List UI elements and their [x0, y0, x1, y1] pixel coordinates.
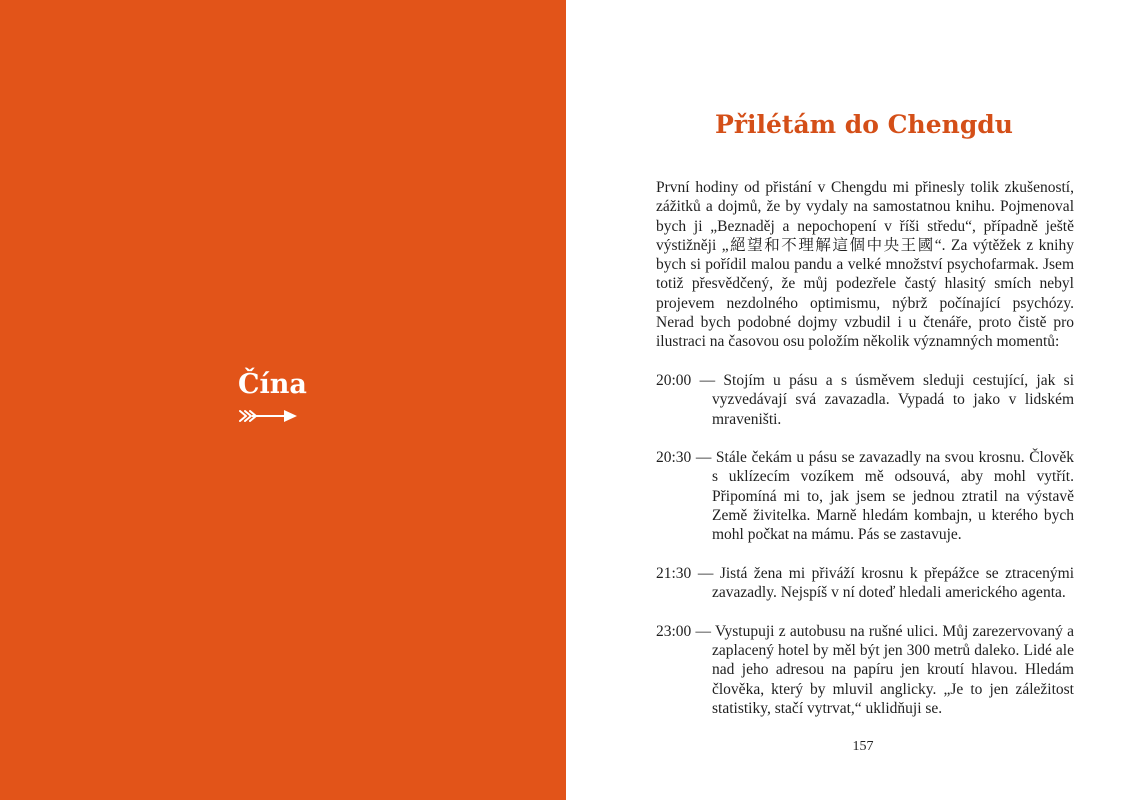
timeline-time: 21:30 — — [656, 564, 714, 582]
timeline-entry — [656, 564, 1074, 603]
chapter-title: Přilétám do Chengdu — [715, 109, 1013, 139]
page-number: 157 — [852, 739, 874, 754]
timeline-text: Jistá žena mi přiváží krosnu k přepážce se ztracenými zavazadly. Nejspíš v ní doteď hledali amerického agenta. — [712, 564, 1075, 602]
timeline-entry — [656, 622, 1074, 718]
section-title: Čína — [238, 369, 307, 400]
timeline-text: Stojím u pásu a s úsměvem sleduji cestující, jak si vyzvedávají svá zavazadla. Vypadá to jako v lidském mraveništi. — [712, 372, 1075, 428]
intro-paragraph: První hodiny od přistání v Chengdu mi přinesly tolik zkušeností, zážitků a dojmů, že by vydaly na samostatnou knihu. Pojmenoval bych ji „Beznaděj a nepochopení v říši středu“, případně ještě výstižněji „絕望和不理解這個中央王國“. Za výtěžek z knihy bych si pořídil malou pandu a velké množství psychofarmak. Jsem totiž přesvědčený, že můj podezřele častý hlasitý smích nebyl projevem nezdolného optimismu, nýbrž počínající psychózy. Nerad bych podobné dojmy vzbudil i u čtenáře, proto čistě pro ilustraci na časovou osu položím několik významných momentů: — [656, 179, 1074, 351]
right-page — [566, 0, 1132, 800]
timeline — [656, 371, 1074, 738]
timeline-entry — [656, 448, 1074, 544]
timeline-time: 23:00 — — [656, 622, 712, 640]
timeline-text: Stále čekám u pásu se zavazadly na svou krosnu. Člověk s uklízecím vozíkem mě odsouvá, aby mohl vytřít. Připomíná mi to, jak jsem se jednou ztratil na výstavě Země živitelka. Marně hledám kombajn, u kterého bych mohl počkat na mámu. Pás se zastavuje. — [712, 449, 1074, 544]
timeline-text: Vystupuji z autobusu na rušné ulici. Můj zarezervovaný a zaplacený hotel by měl být jen 300 metrů daleko. Lidé ale nad jeho adresou na papíru jen kroutí hlavou. Hledám člověka, který by mluvil anglicky. „Je to jen záležitost statistiky, stačí vytrvat,“ uklidňuji se. — [712, 622, 1074, 718]
timeline-time: 20:00 — — [656, 372, 716, 389]
arrow-right-icon — [238, 408, 298, 424]
timeline-entry — [656, 371, 1074, 429]
timeline-time: 20:30 — — [656, 449, 712, 467]
